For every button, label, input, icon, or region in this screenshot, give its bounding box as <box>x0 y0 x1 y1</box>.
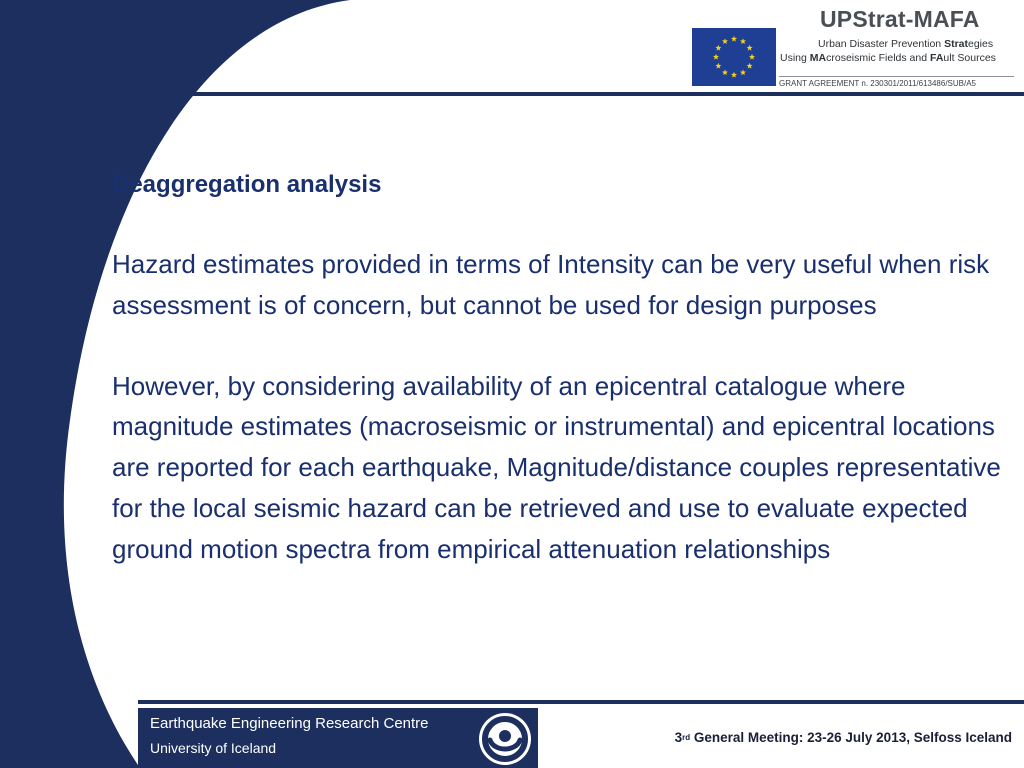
paragraph-catalogue: However, by considering availability of an epicentral catalogue where magnitude estimates (macroseismic or instrumental) and epicentral locations are reported for each earthquake, Magnitude/distance couples representative for the local seismic hazard can be retrieved and use to evaluate expected ground motion spectra from empirical attenuation relationships <box>112 370 1001 564</box>
logo-subtitle-line1: Urban Disaster Prevention Strategies <box>818 38 994 50</box>
grant-rule <box>779 76 1014 77</box>
institution-name: Earthquake Engineering Research Centre <box>150 715 429 732</box>
slide-content <box>112 168 1012 610</box>
slide-heading: Deaggregation analysis <box>112 171 382 198</box>
logo-subtitle-line2: Using MAcroseismic Fields and FAult Sources <box>780 52 996 64</box>
eu-flag-icon <box>692 28 776 86</box>
eerc-emblem-icon <box>478 712 532 766</box>
grant-agreement: GRANT AGREEMENT n. 230301/2011/613486/SUB/A5 <box>779 79 976 88</box>
footer-rule <box>138 700 1024 704</box>
paragraph-intensity: Hazard estimates provided in terms of Intensity can be very useful when risk assessment is of concern, but cannot be used for design purposes <box>112 249 990 320</box>
header-rule <box>180 92 1024 96</box>
institution-university: University of Iceland <box>150 740 277 756</box>
meeting-caption: 3rd General Meeting: 23-26 July 2013, Selfoss Iceland <box>674 730 1012 745</box>
logo-title: UPStrat-MAFA <box>820 6 980 32</box>
